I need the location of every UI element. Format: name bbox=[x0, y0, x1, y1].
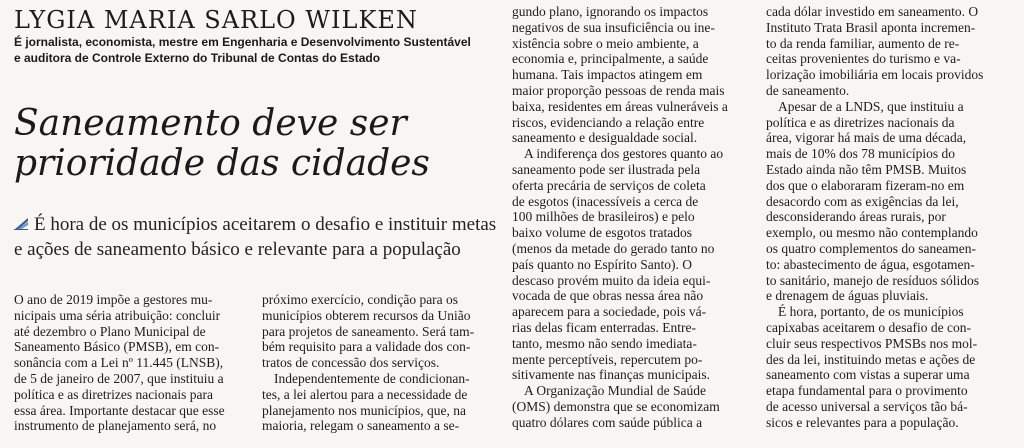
text-line: O ano de 2019 impõe a gestores mu- bbox=[14, 292, 213, 307]
text-line: cada dólar investido em saneamento. O bbox=[766, 4, 979, 19]
text-line: sonância com a Lei nº 11.445 (LNSB), bbox=[14, 355, 224, 371]
text-line: política e as diretrizes nacionais da bbox=[766, 114, 955, 130]
subhead-line-1 bbox=[14, 212, 514, 237]
text-line: riscos, evidenciando a relação entre bbox=[512, 114, 705, 130]
text-line: (menos da metade do gerado tanto no bbox=[512, 240, 715, 256]
text-line: política e as diretrizes nacionais para bbox=[14, 386, 214, 402]
text-line: e drenagem de águas pluviais. bbox=[766, 288, 929, 304]
text-line: até dezembro o Plano Municipal de bbox=[14, 323, 206, 339]
text-line: municípios obterem recursos da União bbox=[262, 307, 471, 323]
text-line: to: abastecimento de água, esgotamen- bbox=[766, 256, 975, 272]
text-line: de saneamento. bbox=[766, 82, 850, 98]
author-bio-line: É jornalista, economista, mestre em Engenharia e Desenvolvimento Sustentável bbox=[14, 35, 471, 49]
text-line: os quatro complementos do saneamen- bbox=[766, 240, 976, 256]
article-column-2 bbox=[262, 292, 500, 434]
text-line: Saneamento Básico (PMSB), em con- bbox=[14, 339, 220, 355]
text-line: bém requisito para a validade dos con- bbox=[262, 339, 471, 355]
text-line: país quanto no Espírito Santo). O bbox=[512, 256, 692, 272]
text-line: xistência sobre o meio ambiente, a bbox=[512, 35, 699, 51]
text-line: A Organização Mundial de Saúde bbox=[524, 383, 706, 399]
author-name: LYGIA MARIA SARLO WILKEN bbox=[14, 6, 418, 34]
text-line: 100 milhões de brasileiros) e pelo bbox=[512, 209, 695, 225]
text-line: ceitas provenientes do turismo e va- bbox=[766, 51, 961, 67]
text-line: nicipais uma séria atribuição: concluir bbox=[14, 307, 221, 323]
text-line: economia e, principalmente, a saúde bbox=[512, 51, 709, 67]
text-line: saneamento pode ser ilustrada pela bbox=[512, 161, 701, 177]
text-line: quatro dólares com saúde pública a bbox=[512, 414, 703, 430]
headline bbox=[14, 104, 514, 184]
article-column-4 bbox=[766, 4, 1012, 431]
text-line: desacordo com as exigências da lei, bbox=[766, 193, 959, 209]
text-line: mais de 10% dos 78 municípios do bbox=[766, 146, 955, 162]
text-line: Independentemente de condicionan- bbox=[274, 370, 470, 386]
headline-line: prioridade das cidades bbox=[14, 143, 430, 184]
text-line: maioria, relegam o saneamento a se- bbox=[262, 418, 460, 434]
text-line: saneamento com vistas a superar uma bbox=[766, 367, 970, 383]
text-line: instrumento de planejamento será, no bbox=[14, 418, 217, 434]
text-line: to sanitário, manejo de resíduos sólidos bbox=[766, 272, 979, 288]
text-line: de acesso universal a serviços tão bá- bbox=[766, 398, 968, 414]
text-line: rias delas ficam enterradas. Entre- bbox=[512, 319, 697, 335]
text-line: A indiferença dos gestores quanto ao bbox=[524, 146, 724, 162]
headline-line: Saneamento deve ser bbox=[14, 103, 407, 144]
text-line: Apesar de a LNDS, que instituiu a bbox=[778, 98, 964, 114]
text-line: sitivamente nas finanças municipais. bbox=[512, 367, 710, 383]
text-line: tes, a lei alertou para a necessidade de bbox=[262, 386, 468, 402]
article-column-3 bbox=[512, 4, 754, 431]
text-line: de esgotos (inacessíveis a cerca de bbox=[512, 193, 699, 209]
text-line: desconsiderando áreas rurais, por bbox=[766, 209, 946, 225]
text-line: maior proporção pessoas de renda mais bbox=[512, 82, 725, 98]
text-line: to da renda familiar, aumento de re- bbox=[766, 35, 960, 51]
text-line: descaso provém muito da ideia equi- bbox=[512, 272, 711, 288]
text-line: tratos de concessão dos serviços. bbox=[262, 355, 440, 371]
text-line: planejamento nos municípios, que, na bbox=[262, 402, 466, 418]
author-bio-line: e auditora de Controle Externo do Tribunal de Contas do Estado bbox=[14, 51, 381, 65]
text-line: vocada de que obras nessa área não bbox=[512, 288, 704, 304]
text-line: próximo exercício, condição para os bbox=[262, 292, 459, 307]
subhead-line-2: e ações de saneamento básico e relevante para a população bbox=[14, 239, 461, 260]
text-line: sicos e relevantes para a população. bbox=[766, 414, 959, 430]
text-line: Instituto Trata Brasil aponta incremen- bbox=[766, 19, 976, 35]
text-line: (OMS) demonstra que se economizam bbox=[512, 398, 720, 414]
text-line: aparecem para a sociedade, pois vá- bbox=[512, 304, 707, 320]
text-line: dos que o elaboraram fizeram-no em bbox=[766, 177, 965, 193]
text-line: tanto, mesmo não sendo imediata- bbox=[512, 335, 697, 351]
text-line: mente perceptíveis, repercutem po- bbox=[512, 351, 703, 367]
text-line: oferta precária de serviços de coleta bbox=[512, 177, 706, 193]
text-line: essa área. Importante destacar que esse bbox=[14, 402, 225, 418]
text-line: lorização imobiliária em locais providos bbox=[766, 67, 984, 83]
text-line: etapa fundamental para o provimento bbox=[766, 383, 968, 399]
article-column-1 bbox=[14, 292, 250, 434]
text-line: gundo plano, ignorando os impactos bbox=[512, 4, 709, 19]
subhead bbox=[14, 212, 514, 262]
text-line: exemplo, ou mesmo não contemplando bbox=[766, 225, 978, 241]
text-line: saneamento e desigualdade social. bbox=[512, 130, 698, 146]
text-line: cluir seus respectivos PMSBs nos mol- bbox=[766, 335, 978, 351]
pen-icon bbox=[14, 218, 28, 230]
text-line: humana. Tais impactos atingem em bbox=[512, 67, 703, 83]
text-line: É hora, portanto, de os municípios bbox=[778, 304, 964, 320]
text-line: capixabas aceitarem o desafio de con- bbox=[766, 319, 972, 335]
text-line: baixo volume de esgotos tratados bbox=[512, 225, 692, 241]
text-line: negativos de sua insuficiência ou ine- bbox=[512, 19, 715, 35]
text-line: des da lei, instituindo metas e ações de bbox=[766, 351, 976, 367]
text-line: baixa, residentes em áreas vulneráveis a bbox=[512, 98, 728, 114]
text-line: de 5 de janeiro de 2007, que instituiu a bbox=[14, 370, 224, 386]
author-bio bbox=[14, 34, 514, 66]
text-line: Estado ainda não têm PMSB. Muitos bbox=[766, 161, 967, 177]
text-line: para projetos de saneamento. Será tam- bbox=[262, 323, 475, 339]
text-line: área, vigorar há mais de uma década, bbox=[766, 130, 967, 146]
subhead-text-1: É hora de os municípios aceitarem o desafio e instituir metas bbox=[34, 214, 497, 235]
